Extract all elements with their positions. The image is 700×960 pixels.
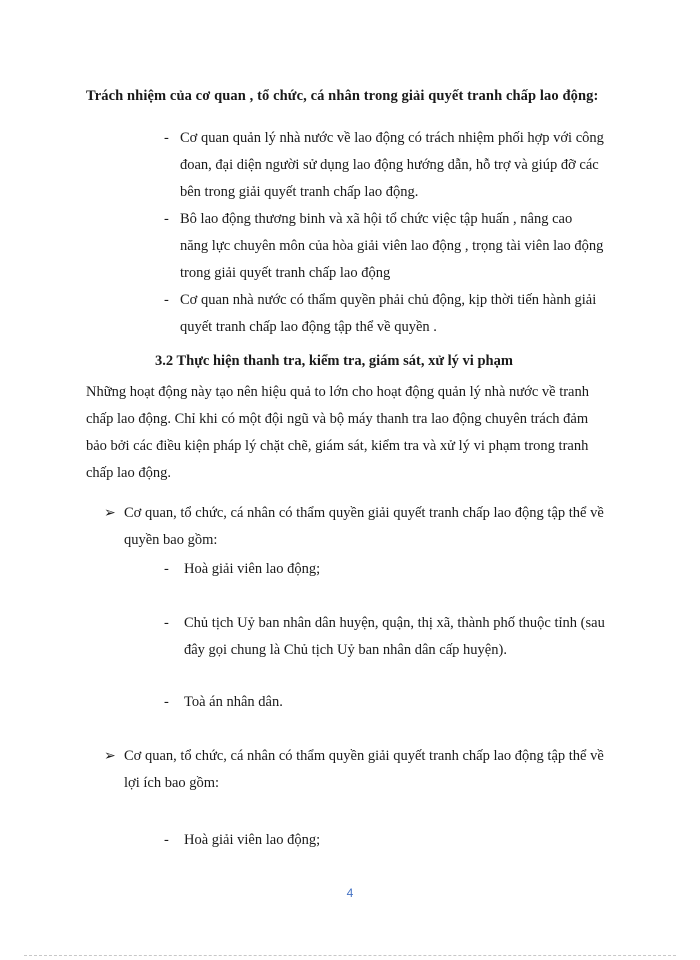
- bullet-line: quyết tranh chấp lao động tập thể về quyền .: [180, 319, 437, 335]
- bullet-line: trong giải quyết tranh chấp lao động: [180, 265, 391, 281]
- list-intro-line: Cơ quan, tổ chức, cá nhân có thẩm quyền giải quyết tranh chấp lao động tập thể về: [124, 505, 604, 521]
- arrow-bullet-icon: ➢: [104, 506, 116, 521]
- list-item: đây gọi chung là Chủ tịch Uỷ ban nhân dân cấp huyện).: [184, 642, 507, 658]
- list-dash: -: [164, 561, 169, 577]
- paragraph-line: chấp lao động.: [86, 465, 171, 481]
- bullet-dash: -: [164, 211, 169, 227]
- list-intro-line: lợi ích bao gồm:: [124, 775, 220, 791]
- page-footer-rule: [24, 955, 676, 956]
- subsection-heading: 3.2 Thực hiện thanh tra, kiểm tra, giám sát, xử lý vi phạm: [155, 353, 513, 369]
- bullet-line: đoan, đại diện người sử dụng lao động hướng dẫn, hỗ trợ và giúp đỡ các: [180, 157, 599, 173]
- list-item: Toà án nhân dân.: [184, 694, 283, 710]
- list-dash: -: [164, 832, 169, 848]
- page-number: 4: [346, 886, 354, 900]
- bullet-line: Cơ quan nhà nước có thẩm quyền phải chủ động, kịp thời tiến hành giải: [180, 292, 597, 308]
- bullet-dash: -: [164, 292, 169, 308]
- bullet-line: Bô lao động thương binh và xã hội tổ chức việc tập huấn , nâng cao: [180, 211, 573, 227]
- bullet-line: bên trong giải quyết tranh chấp lao động.: [180, 184, 419, 200]
- list-intro-line: Cơ quan, tổ chức, cá nhân có thẩm quyền giải quyết tranh chấp lao động tập thể về: [124, 748, 604, 764]
- arrow-bullet-icon: ➢: [104, 749, 116, 764]
- paragraph-line: chấp lao động. Chỉ khi có một đội ngũ và bộ máy thanh tra lao động chuyên trách đảm: [86, 411, 589, 427]
- list-dash: -: [164, 694, 169, 710]
- paragraph-line: bảo bởi các điều kiện pháp lý chặt chẽ, giám sát, kiểm tra và xử lý vi phạm trong tranh: [86, 438, 589, 454]
- list-item: Chủ tịch Uỷ ban nhân dân huyện, quận, thị xã, thành phố thuộc tỉnh (sau: [184, 615, 605, 631]
- paragraph-line: Những hoạt động này tạo nên hiệu quả to lớn cho hoạt động quản lý nhà nước về tranh: [86, 384, 589, 400]
- bullet-line: năng lực chuyên môn của hòa giải viên lao động , trọng tài viên lao động: [180, 238, 604, 254]
- bullet-line: Cơ quan quản lý nhà nước về lao động có trách nhiệm phối hợp với công: [180, 130, 604, 146]
- list-item: Hoà giải viên lao động;: [184, 832, 321, 848]
- section-heading: Trách nhiệm của cơ quan , tổ chức, cá nhân trong giải quyết tranh chấp lao động:: [86, 88, 599, 104]
- bullet-dash: -: [164, 130, 169, 146]
- list-item: Hoà giải viên lao động;: [184, 561, 321, 577]
- list-dash: -: [164, 615, 169, 631]
- list-intro-line: quyền bao gồm:: [124, 532, 218, 548]
